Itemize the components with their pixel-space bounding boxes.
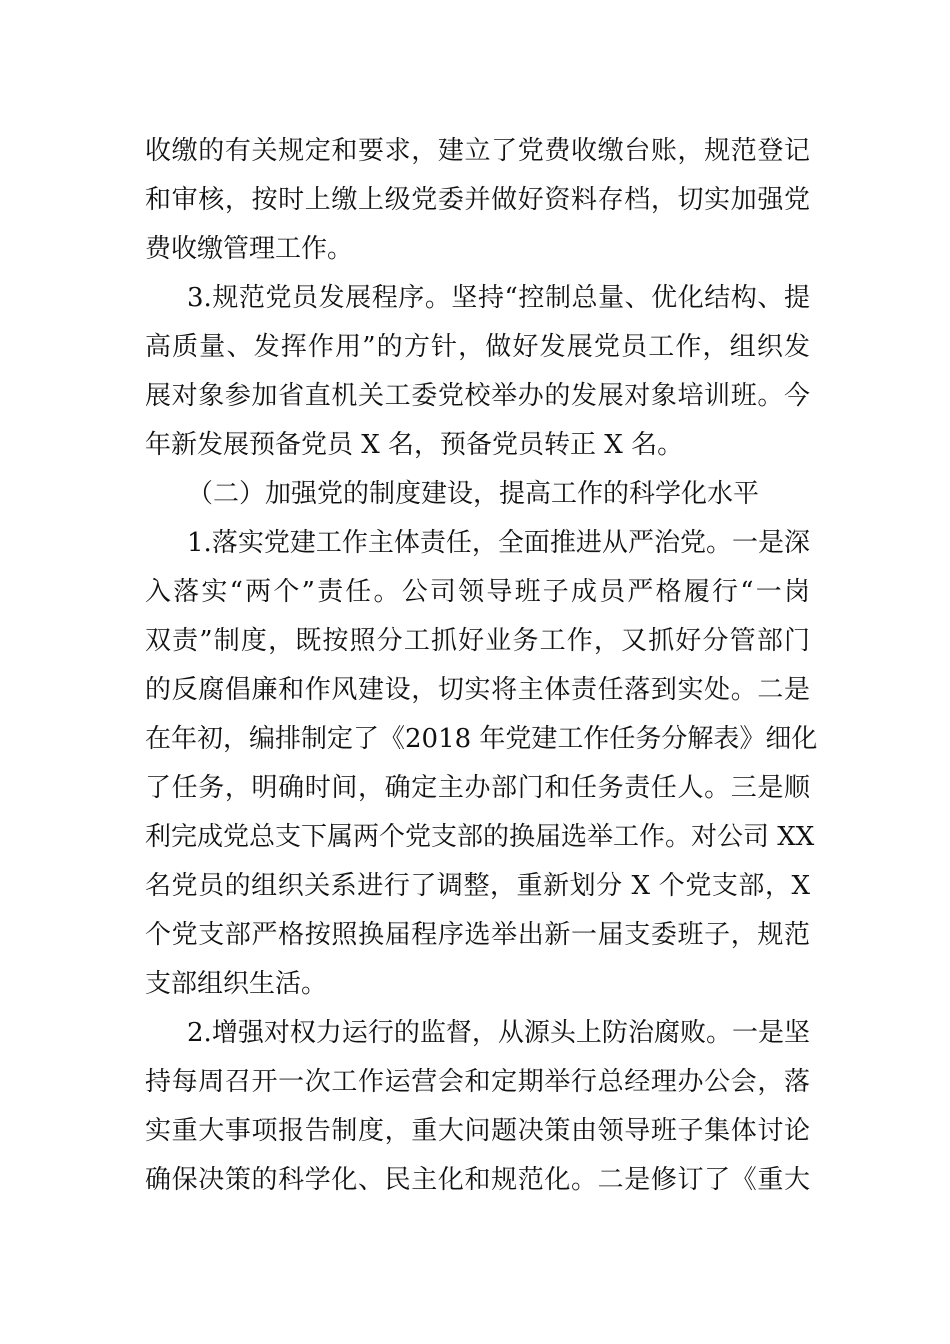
list-item-heading: 1.落实党建工作主体责任，全面推进从严治党。一是深 [187,528,810,558]
body-line: 个党支部严格按照换届程序选举出新一届支委班子，规范 [145,920,810,950]
list-item-heading: 3.规范党员发展程序。坚持“控制总量、优化结构、提 [187,283,810,313]
section-heading: （二）加强党的制度建设，提高工作的科学化水平 [187,479,760,509]
body-line: 在年初，编排制定了《2018 年党建工作任务分解表》细化 [145,724,818,754]
body-line: 了任务，明确时间，确定主办部门和任务责任人。三是顺 [145,773,810,803]
body-line: 费收缴管理工作。 [145,234,354,264]
list-item-heading: 2.增强对权力运行的监督，从源头上防治腐败。一是坚 [187,1018,810,1048]
body-line: 利完成党总支下属两个党支部的换届选举工作。对公司 XX [145,822,815,852]
body-line: 的反腐倡廉和作风建设，切实将主体责任落到实处。二是 [145,675,810,705]
body-line: 年新发展预备党员 X 名，预备党员转正 X 名。 [145,430,684,460]
body-line: 高质量、发挥作用”的方针，做好发展党员工作，组织发 [145,332,810,362]
body-line: 名党员的组织关系进行了调整，重新划分 X 个党支部，X [145,871,810,901]
body-line: 展对象参加省直机关工委党校举办的发展对象培训班。今 [145,381,810,411]
body-line: 和审核，按时上缴上级党委并做好资料存档，切实加强党 [145,185,810,215]
body-line: 收缴的有关规定和要求，建立了党费收缴台账，规范登记 [145,136,810,166]
body-line: 持每周召开一次工作运营会和定期举行总经理办公会，落 [145,1067,810,1097]
body-line: 确保决策的科学化、民主化和规范化。二是修订了《重大 [145,1165,810,1195]
body-line: 双责”制度，既按照分工抓好业务工作，又抓好分管部门 [145,626,810,656]
body-line: 支部组织生活。 [145,969,328,999]
body-line: 实重大事项报告制度，重大问题决策由领导班子集体讨论 [145,1116,810,1146]
body-line: 入落实“两个”责任。公司领导班子成员严格履行“一岗 [145,577,810,607]
